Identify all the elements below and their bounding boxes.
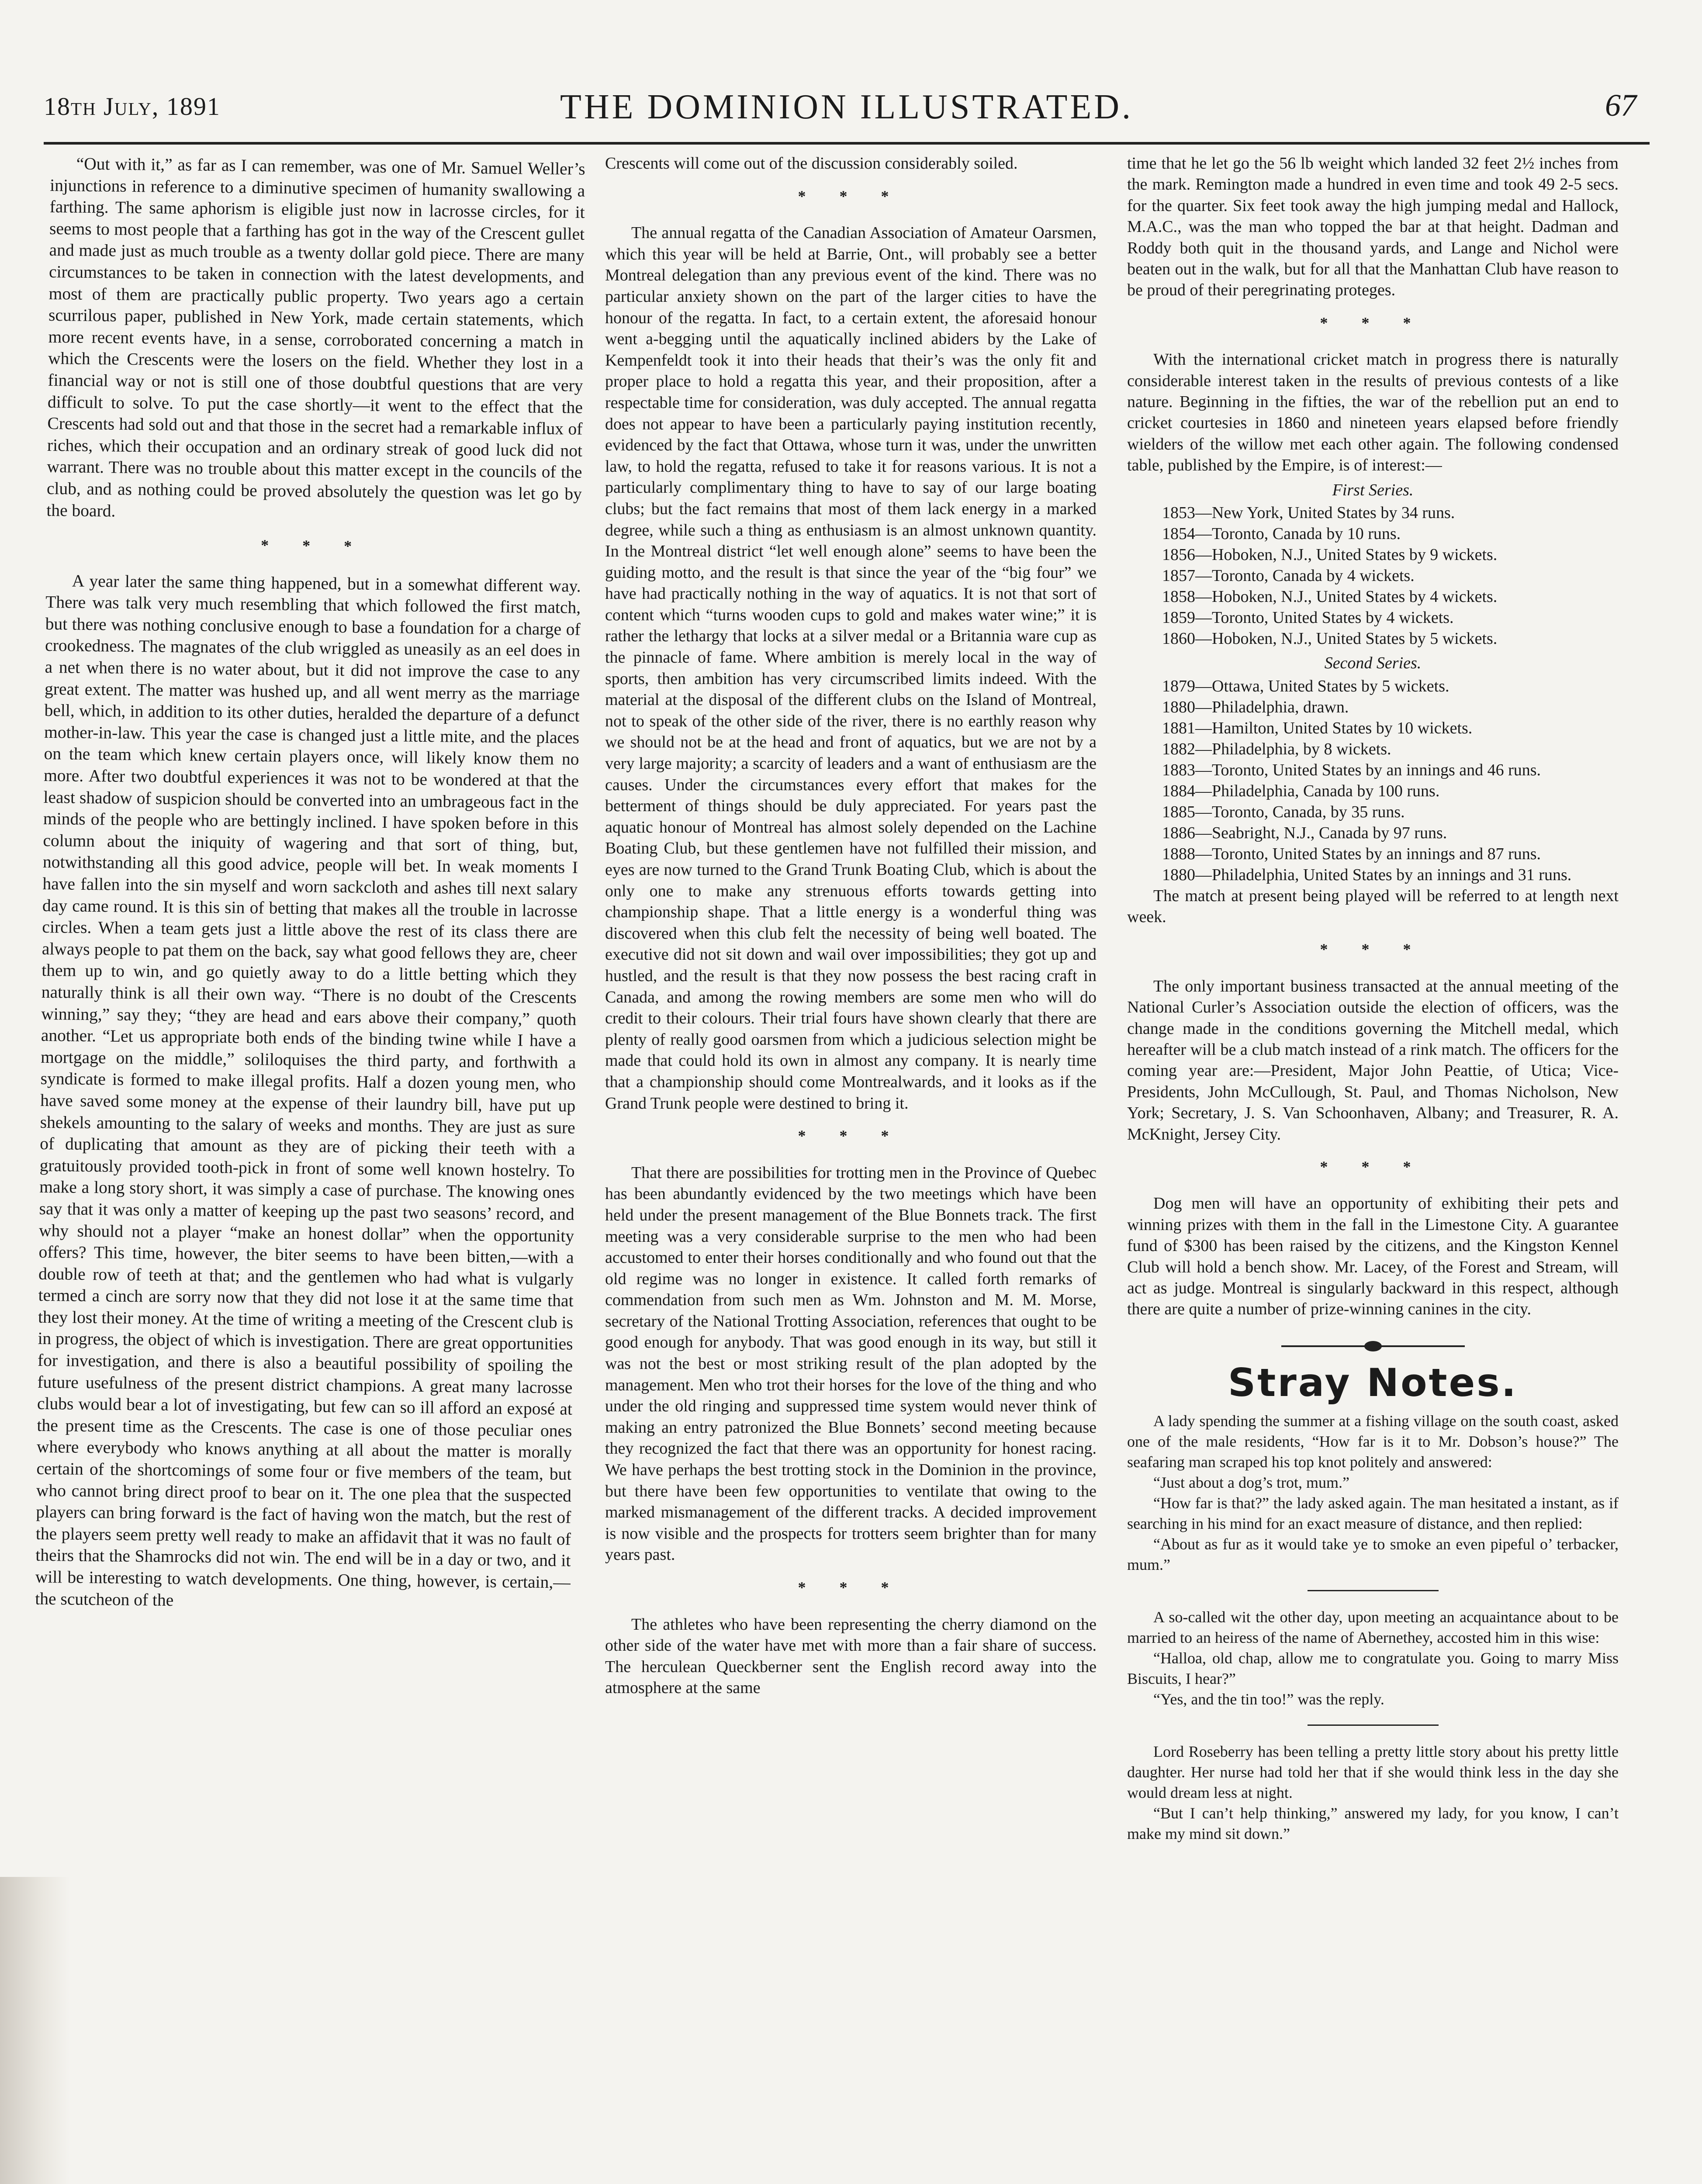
first-series-result: 1853—New York, United States by 34 runs.: [1162, 504, 1455, 522]
second-series-result: 1881—Hamilton, United States by 10 wickets.: [1162, 719, 1473, 737]
first-series-result: 1857—Toronto, Canada by 4 wickets.: [1162, 567, 1415, 585]
note-paragraph: “Yes, and the tin too!” was the reply.: [1153, 1690, 1384, 1708]
article-paragraph: Crescents will come out of the discussion considerably soiled.: [605, 154, 1018, 173]
article-paragraph: With the international cricket match in progress there is naturally considerable interest taken in the results of previous contests of a like nature. Beginning in the fifties, the war of the rebellion put an end to cricket courtesies in 1860 and nineteen years elapsed before friendly wielders of the willow met each other again. The following condensed table, published by the Empire, is of interest:—: [1127, 350, 1619, 475]
article-paragraph: The athletes who have been representing the cherry diamond on the other side of the water have met with more than a fair share of success. The herculean Queckberner sent the English record away into the atmosphere at the same: [605, 1615, 1097, 1697]
header-rule: [44, 142, 1650, 145]
note-paragraph: “Halloa, old chap, allow me to congratulate you. Going to marry Miss Biscuits, I hear?”: [1127, 1649, 1619, 1688]
section-separator: * * *: [798, 1579, 904, 1596]
second-series-result: 1880—Philadelphia, United States by an innings and 31 runs.: [1162, 865, 1572, 884]
second-series-result: 1880—Philadelphia, drawn.: [1162, 698, 1349, 716]
page-header: [44, 83, 1650, 144]
second-series-result: 1882—Philadelphia, by 8 wickets.: [1162, 740, 1391, 758]
first-series-result: 1856—Hoboken, N.J., United States by 9 wickets.: [1162, 546, 1498, 564]
article-paragraph: The match at present being played will be referred to at length next week.: [1127, 886, 1619, 926]
article-paragraph: The only important business transacted at the annual meeting of the National Curler’s Association outside the election of officers, was the change made in the conditions governing the Mitchell medal, which hereafter will be a club match instead of a rink match. The officers for the coming year are:—President, Major John Peattie, of Utica; Vice-Presidents, John McCullough, St. Paul, and Thomas Nicholson, New York; Secretary, J. S. Van Schoonhaven, Albany; and Treasurer, R. A. McKnight, Jersey City.: [1127, 977, 1619, 1144]
note-paragraph: A so-called wit the other day, upon meeting an acquaintance about to be married to an heiress of the name of Abernethey, accosted him in this wise:: [1127, 1608, 1619, 1647]
first-series-result: 1859—Toronto, United States by 4 wickets.: [1162, 608, 1454, 627]
first-series-result: 1858—Hoboken, N.J., United States by 4 wickets.: [1162, 587, 1498, 606]
first-series-result: 1860—Hoboken, N.J., United States by 5 wickets.: [1162, 629, 1498, 648]
article-paragraph: A year later the same thing happened, but in a somewhat different way. There was talk very much resembling that which followed the first match, but there was nothing conclusive enough to base a foundation for a charge of crookedness. The magnates of the club wriggled as uneasily as an eel does in a net when there is no water about, but it did not improve the case to any great extent. The matter was hushed up, and all went merry as the marriage bell, which, in addition to its other duties, heralded the departure of a defunct mother-in-law. This year the case is changed just a little mite, and the places on the team which knew certain players once, will likely know them no more. After two doubtful experiences it was not to be wondered at that the least shadow of suspicion should be converted into an umbrageous fact in the minds of the people who are bettingly inclined. I have spoken before in this column about the iniquity of wagering and that sort of thing, but, notwithstanding all this good advice, people will bet. In weak moments I have fallen into the sin myself and worn sackcloth and ashes till next salary day came round. It is this sin of betting that makes all the trouble in lacrosse circles. When a team gets just a little above the rest of its class there are always people to pat them on the back, say what good fellows they are, cheer them up to win, and go quietly away to do a little betting which they naturally think is all their own way. “There is no doubt of the Crescents winning,” say they; “they are head and ears above their company,” quoth another. “Let us appropriate both ends of the binding twine while I have a mortgage on the middle,” soliloquises the third party, and forthwith a syndicate is formed to make illegal profits. Half a dozen young men, who have saved some money at the expense of their laundry bill, have put up shekels amounting to the salary of weeks and months. They are just as sure of duplicating that amount as they are of picking their teeth with a gratuitously provided tooth-pick in front of some well known hostelry. To make a long story short, it was simply a case of purchase. The knowing ones say that it was only a matter of keeping up the past two seasons’ record, and why should not a player “make an honest dollar” when the opportunity offers? This time, however, the biter seems to have been bitten,—with a double row of teeth at that; and the gentlemen who had what is vulgarly termed a cinch are sorry now that they did not lose it at the same time that they lost their money. At the time of writing a meeting of the Crescent club is in progress, the object of which is investigation. There are great opportunities for investigation, and there is also a beautiful possibility of spoiling the future usefulness of the present district champions. A great many lacrosse clubs would bear a lot of investigating, but few can so ill afford an exposé at the present time as the Crescents. The case is one of those peculiar ones where everybody who knows anything at all about the matter is morally certain of the shortcomings of some four or five members of the team, but who cannot bring direct proof to bear on it. The one plea that the suspected players can bring forward is the fact of having won the match, but the rest of the players seem pretty well ready to make an affidavit that it was no fault of theirs that the Shamrocks did not win. The end will be in a day or two, and it will be interesting to watch developments. One thing, however, is certain,—the scutcheon of the: [35, 571, 581, 1610]
note-paragraph: A lady spending the summer at a fishing village on the south coast, asked one of the male residents, “How far is it to Mr. Dobson’s house?” The seafaring man scraped his top knot politely and answered:: [1127, 1412, 1619, 1471]
ornamental-divider: [1281, 1337, 1465, 1355]
article-paragraph: The annual regatta of the Canadian Association of Amateur Oarsmen, which this year will be held at Barrie, Ont., will probably see a better Montreal delegation than any previous event of the kind. There was no particular anxiety shown on the part of the larger cities to have the honour of the regatta. In fact, to a certain extent, the aforesaid honour went a-begging until the aquatically inclined abiders by the Lake of Kempenfeldt took it into their heads that their’s was the only fit and proper place to hold a regatta this year, and their proposition, after a respectable time for consideration, was duly accepted. The annual regatta does not appear to have been a particularly paying institution recently, evidenced by the fact that Ottawa, whose turn it was, under the unwritten law, to hold the regatta, refused to take it for reasons various. It is not a particularly complimentary thing to have to say of our large boating clubs; but the fact remains that most of them lack energy in a marked degree, while such a thing as enthusiasm is an almost unknown quantity. In the Montreal district “let well enough alone” seems to have been the guiding motto, and the result is that since the year of the “big four” we have had practically nothing in the way of aquatics. It is not that sort of content which “turns wooden cups to gold and makes water wine;” it is rather the lethargy that locks at a silver medal or a Britannia ware cup as the pinnacle of fame. Where ambition is merely local in the way of sports, then ambition has very circumscribed limits indeed. With the material at the disposal of the different clubs on the Island of Montreal, not to speak of the other side of the river, there is no earthly reason why we should not be at the head and front of aquatics, but we are not by a very large majority; a scarcity of leaders and a want of enthusiasm are the causes. Under the circumstances every effort that makes for the betterment of things should be duly appreciated. For years past the aquatic honour of Montreal has almost solely depended on the Lachine Boating Club, but these gentlemen have not fulfilled their mission, and eyes are now turned to the Grand Trunk Boating Club, which is about the only one to make any strenuous efforts towards getting into championship shape. That a little energy is a wonderful thing was discovered when this club felt the necessity of being well boated. The executive did not sit down and wail over impossibilities; they got up and hustled, and the result is that they now possess the best racing craft in Canada, and among the rowing members are some men who will do credit to their colours. Their trial fours have shown clearly that there are plenty of really good oarsmen from which a judicious selection might be made that could hold its own in almost any company. It is nearly time that a championship should come Montrealwards, and it looks as if the Grand Trunk people were destined to bring it.: [605, 224, 1097, 1113]
page-number: 67: [1605, 88, 1636, 123]
second-series-title: Second Series.: [1324, 654, 1422, 673]
note-paragraph: “How far is that?” the lady asked again. The man hesitated a instant, as if searching in his mind for an exact measure of distance, and then replied:: [1127, 1494, 1619, 1533]
divider-ornament: [1364, 1341, 1382, 1351]
section-separator: * * *: [1320, 314, 1426, 332]
note-divider: [1308, 1590, 1439, 1591]
second-series-result: 1886—Seabright, N.J., Canada by 97 runs.: [1162, 823, 1447, 842]
note-paragraph: Lord Roseberry has been telling a pretty little story about his pretty little daughter. Her nurse had told her that if she would think less in the day she would dream less at night.: [1127, 1743, 1619, 1802]
article-paragraph: “Out with it,” as far as I can remember, was one of Mr. Samuel Weller’s injunctions in reference to a diminutive specimen of humanity swallowing a farthing. The same aphorism is eligible just now in lacrosse circles, for it seems to most people that a farthing has got in the way of the Crescent gullet and made just as much trouble as a twenty dollar gold piece. There are many circumstances to be taken in connection with the latest developments, and most of them are practically public property. Two years ago a certain scurrilous paper, published in New York, made certain statements, which more recent events have, in a sense, corroborated concerning a match in which the Crescents were the losers on the field. Whether they lost in a financial way or not is still one of those doubtful questions that are very difficult to solve. To put the case shortly—it went to the effect that the Crescents had sold out and that those in the secret had a remarkable influx of riches, which their occupation and an ordinary streak of good luck did not warrant. There was no trouble about this matter except in the councils of the club, and as nothing could be proved absolutely the question was let go by the board.: [46, 154, 585, 521]
article-paragraph: Dog men will have an opportunity of exhibiting their pets and winning prizes with them in the fall in the Limestone City. A guarantee fund of $300 has been raised by the citizens, and the Kingston Kennel Club will hold a bench show. Mr. Lacey, of the Forest and Stream, will act as judge. Montreal is singularly backward in this respect, although there are quite a number of prize-winning canines in the city.: [1127, 1194, 1619, 1319]
second-series-result: 1885—Toronto, Canada, by 35 runs.: [1162, 802, 1405, 821]
note-paragraph: “About as fur as it would take ye to smoke an even pipeful o’ terbacker, mum.”: [1127, 1535, 1619, 1574]
second-series-result: 1879—Ottawa, United States by 5 wickets.: [1162, 677, 1449, 695]
stray-notes-heading: Stray Notes.: [1228, 1360, 1518, 1405]
first-series-list: [1162, 502, 1619, 649]
section-separator: * * *: [260, 536, 367, 555]
page-edge-shadow: [0, 1877, 70, 2184]
article-paragraph: time that he let go the 56 lb weight which landed 32 feet 2½ inches from the mark. Remington made a hundred in even time and took 49 2-5 secs. for the quarter. Six feet took away the high jumping medal and Hallock, M.A.C., was the man who topped the bar at that height. Dadman and Roddy both quit in the thousand yards, and Lange and Nichol were beaten out in the walk, but for all that the Manhattan Club have reason to be proud of their peregrinating proteges.: [1127, 154, 1619, 300]
second-series-list: [1162, 676, 1619, 885]
masthead-title: THE DOMINION ILLUSTRATED.: [560, 88, 1134, 126]
column-1: [35, 153, 585, 1615]
second-series-result: 1884—Philadelphia, Canada by 100 runs.: [1162, 781, 1440, 800]
article-paragraph: That there are possibilities for trotting men in the Province of Quebec has been abundantly evidenced by the two meetings which have been held under the present management of the Blue Bonnets track. The first meeting was a very considerable surprise to the men who had been accustomed to enter their horses conditionally and who found out that the old regime was no longer in existence. It called forth remarks of commendation from such men as Wm. Johnston and M. M. Morse, secretary of the National Trotting Association, references that ought to be good enough for anybody. That was good enough in its way, but still it was not the best or most striking result of the plan adopted by the management. Men who trot their horses for the love of the thing and who under the old ringing and suppressed time system would never think of making an entry patronized the Blue Bonnets’ second meeting because they recognized the fact that there was an opportunity for honest racing. We have perhaps the best trotting stock in the Dominion in the province, but there have been few opportunities to ventilate that owing to the marked mismanagement of the different tracks. A decided improvement is now visible and the prospects for trotters seem brighter than for many years past.: [605, 1163, 1097, 1564]
second-series-result: 1888—Toronto, United States by an innings and 87 runs.: [1162, 844, 1541, 863]
section-separator: * * *: [798, 1127, 904, 1145]
column-2: [605, 153, 1097, 1699]
note-divider: [1308, 1724, 1439, 1726]
column-3: [1127, 153, 1619, 1844]
section-separator: * * *: [1320, 940, 1426, 958]
issue-date: 18th July, 1891: [44, 92, 221, 121]
first-series-title: First Series.: [1332, 480, 1414, 499]
section-separator: * * *: [1320, 1158, 1426, 1175]
note-paragraph: “But I can’t help thinking,” answered my lady, for you know, I can’t make my mind sit down.”: [1127, 1804, 1619, 1843]
first-series-result: 1854—Toronto, Canada by 10 runs.: [1162, 525, 1401, 543]
stray-notes: [1127, 1411, 1619, 1844]
note-paragraph: “Just about a dog’s trot, mum.”: [1153, 1474, 1349, 1492]
section-separator: * * *: [798, 187, 904, 205]
second-series-result: 1883—Toronto, United States by an innings and 46 runs.: [1162, 760, 1541, 779]
